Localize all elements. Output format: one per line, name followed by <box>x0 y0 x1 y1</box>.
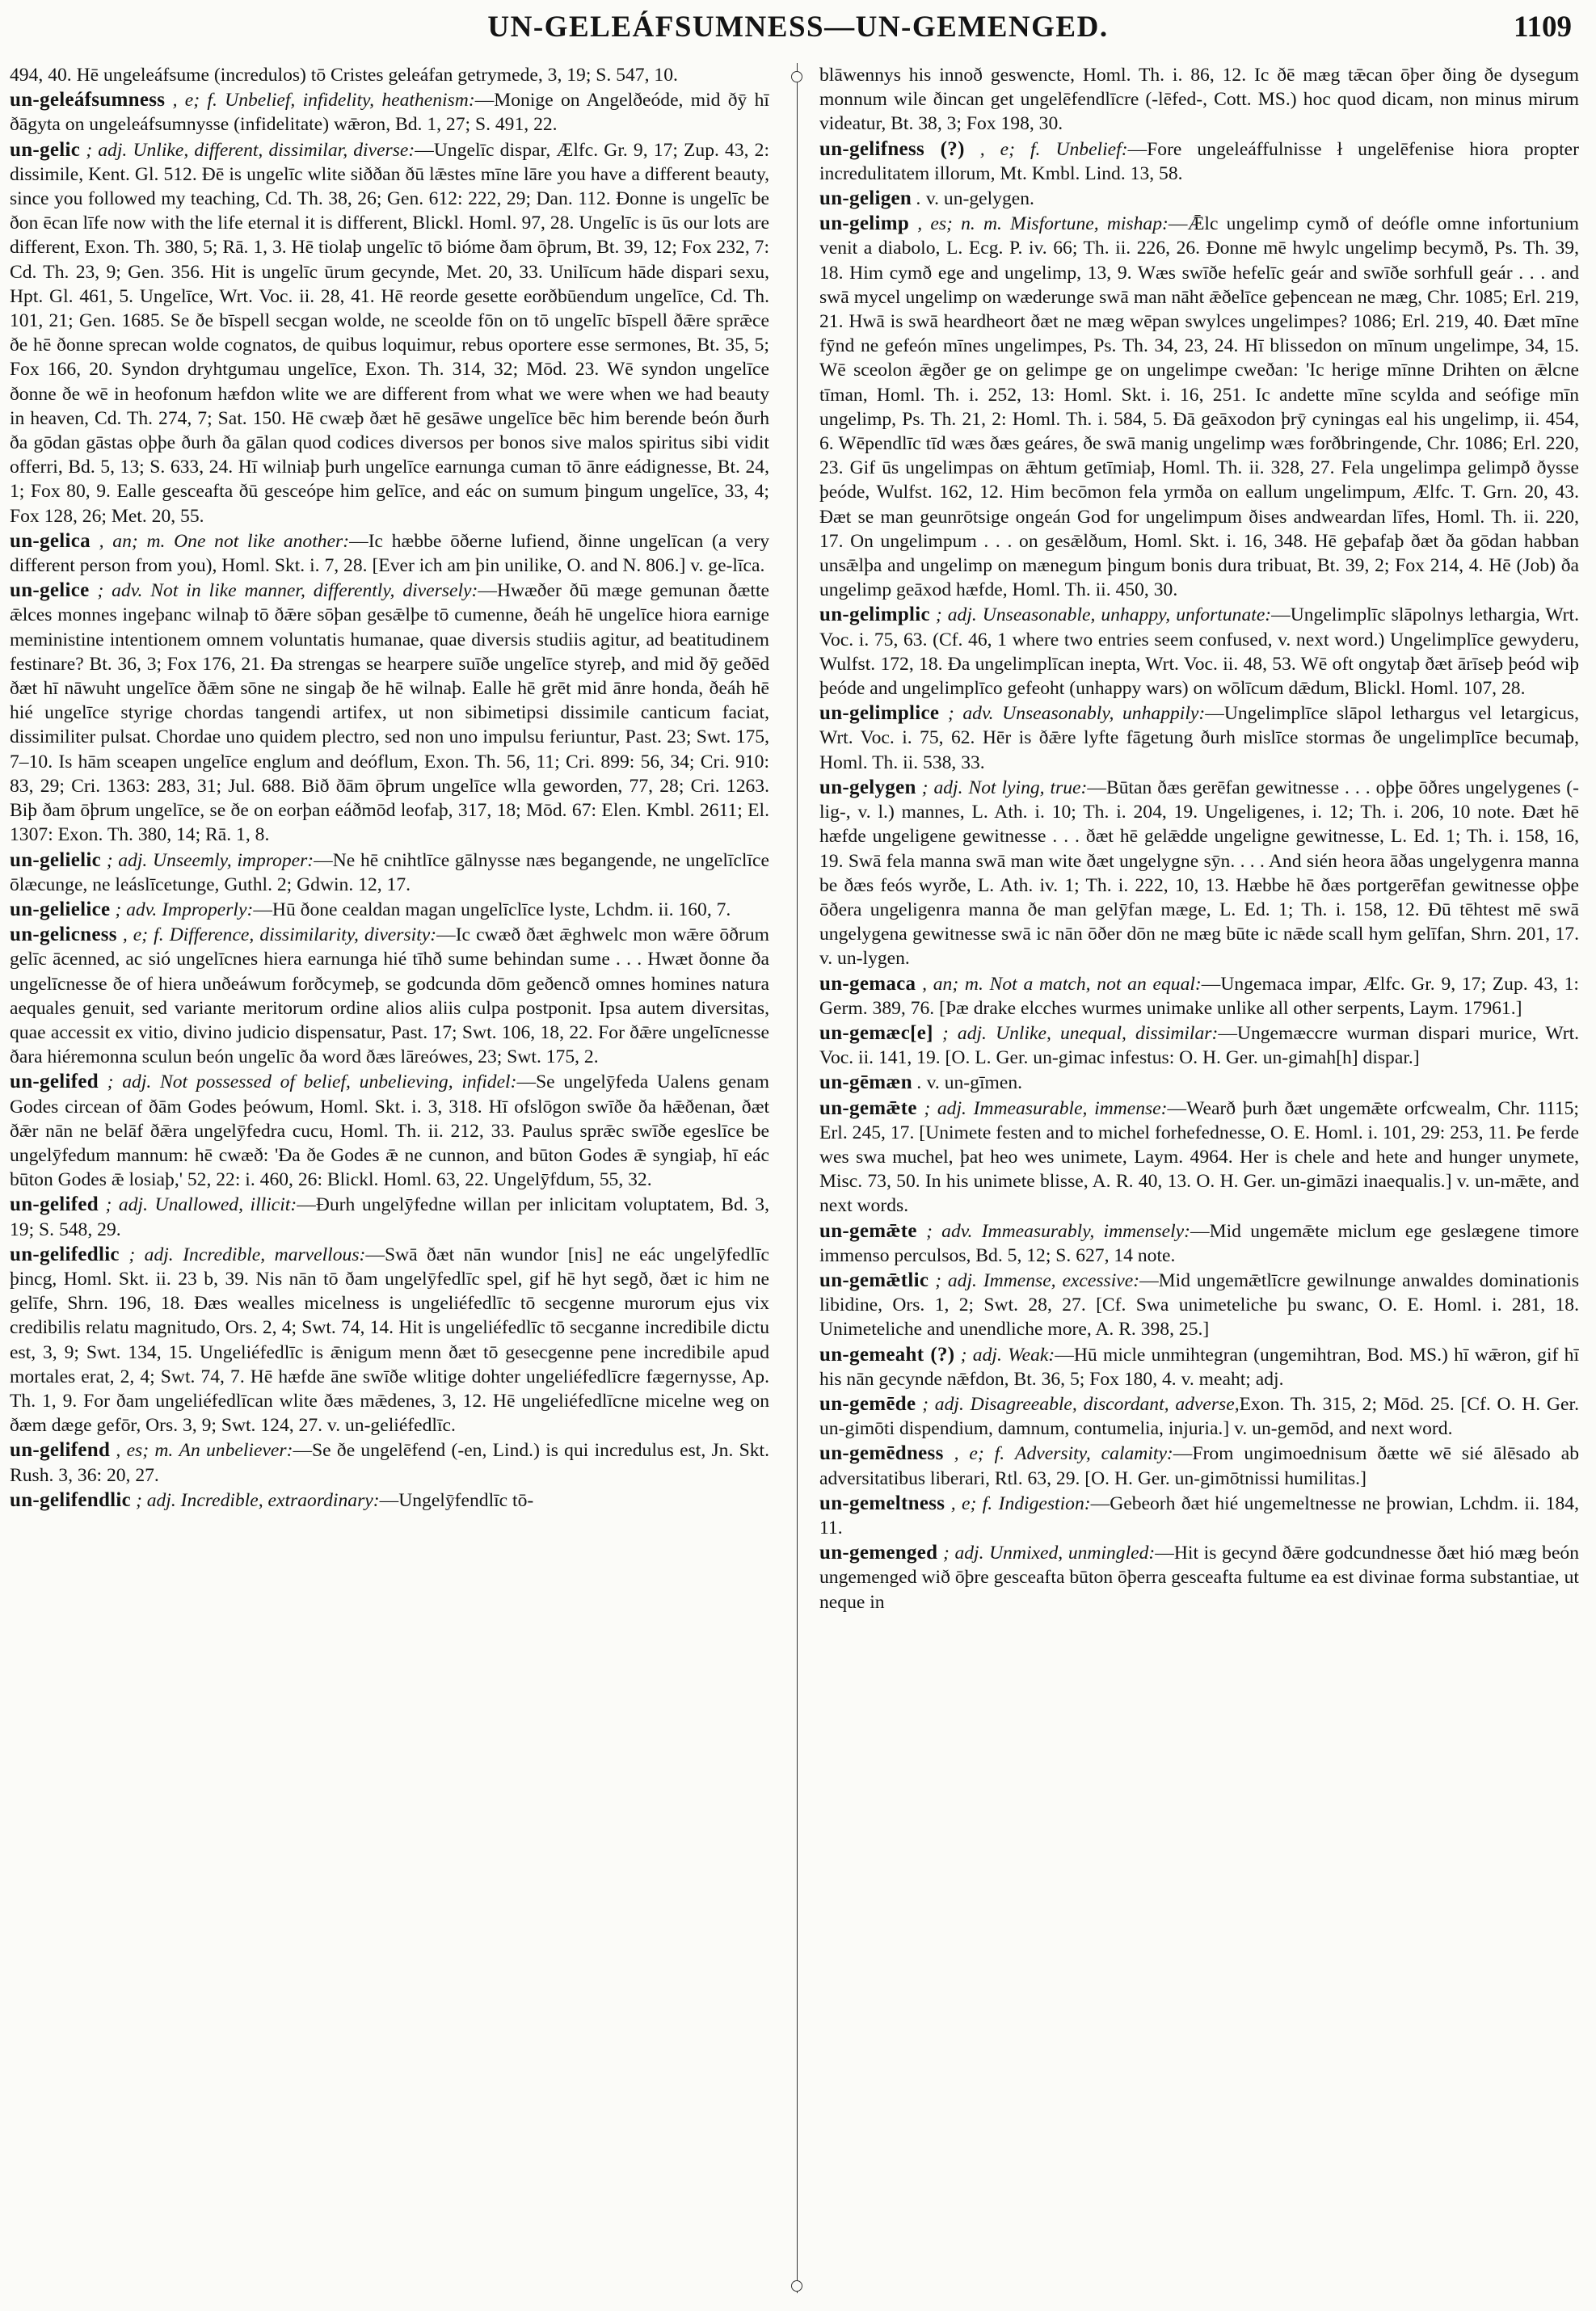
dictionary-entry <box>819 1071 1579 1095</box>
headword: un-gemeltness <box>819 1492 945 1514</box>
entry-body: —From ungimoednisum ðætte wē sié ālēsado ab adversitatibus liberari, Rtl. 63, 29. [O. H. Ger. un-gimōtnissi humilitas.] <box>819 1443 1579 1489</box>
entry-body: —Gebeorh ðæt hié ungemeltnesse ne þrowian, Lchdm. ii. 184, 11. <box>819 1492 1579 1539</box>
headword: un-gemǣtlic <box>819 1269 929 1291</box>
definition: Unallowed, illicit: <box>154 1194 297 1216</box>
definition: Misfortune, mishap: <box>1010 213 1169 235</box>
dictionary-entry <box>10 88 769 137</box>
headword: un-gelic <box>10 138 81 161</box>
entry-body: —Ǣlc ungelimp cymð of deófle omne infortunium venit a diabolo, L. Ecg. P. iv. 66; Th. ii. 226, 26. Ðonne mē hwylc ungelimp becymð, Ps. Th. 39, 18. Him cymð ege and ungelimp, 13, 9. Wæs swīðe hefelīc geár and swīðe sorhfull geár . . . and swā mycel ungelimp on wæderunge swā man nāht ǣðelīce geþencean ne mæg, Chr. 1085; Erl. 219, 21. Hwā is swā heardheort ðæt ne mæg wēpan swylces ungelimpes? 1086; Erl. 219, 40. Ðæt mīne fȳnd ne gefeón mīnes ungelimpes, Ps. Th. 34, 23, 24. Hī blissedon on mīnum ungelimpe, 34, 15. Wē sceolon ǣgðer ge on gelimpe ge on ungelimpe cweðan: 'Ic herige mīnne Drihten on ǣlcne tīman, Homl. Th. i. 252, 13: Homl. Skt. i. 16, 251. Ic andette mīne scylda and seófige mīn ungelimp, Ps. Th. 21, 2: Homl. Th. i. 584, 5. Ðā geāxodon þrȳ cyningas eal his ungelimp, ii. 454, 6. Wēpendlīc tīd wæs ðæs geáres, ðe swā manig ungelimp wæs forðbringende, Chr. 1086; Erl. 220, 23. Gif ūs ungelimpas on ǣhtum getīmiaþ, Homl. Th. ii. 328, 27. Fela ungelimpa gelimpð ðysse þeóde, Wulfst. 162, 12. Him becōmon fela yrmða on eallum ungelimpum, Ælfc. T. Grn. 20, 43. Ðæt se man geunrōtsige ongeán God for ungelimpum ðises andweardan līfes, Homl. Th. ii. 220, 17. On ungelimpum . . . on gesǣlðum, Homl. Skt. i. 16, 348. Hē geþafaþ ðæt ða gōdan habban unsǣlþa and ungelimp on mænegum þingum bonis dura tribuat, Bt. 39, 2; Fox 214, 4. Hē (Job) ða ungelimp geāxod hæfde, Homl. Th. ii. 450, 30. <box>819 213 1579 601</box>
headword: un-gelifend <box>10 1439 111 1462</box>
definition: Unseasonable, unhappy, unfortunate: <box>982 604 1272 626</box>
definition: Incredible, marvellous: <box>183 1244 366 1265</box>
dictionary-entry <box>819 1269 1579 1342</box>
grammar-label: ; adj. <box>135 1489 176 1511</box>
headword: un-gelicness <box>10 924 117 946</box>
entry-body: —Ungemaca impar, Ælfc. Gr. 9, 17; Zup. 43, 1: Germ. 389, 76. [Þæ drake elcches wurmes unimake unlike all other serpents, Laym. 17961.] <box>819 973 1579 1019</box>
entry-body: blāwennys his innoð geswencte, Homl. Th. i. 86, 12. Ic ðē mæg tǣcan ōþer ðing ðe dysegum monnum wile ðincan get ungelēfendlīcre (-lēfed-, Cott. MS.) hoc quod dicam, non minus mirum videatur, Bt. 38, 3; Fox 198, 30. <box>819 65 1579 135</box>
definition: Not in like manner, differently, diversely: <box>150 580 478 602</box>
dictionary-entry <box>819 603 1579 701</box>
grammar-label: . <box>916 1072 922 1094</box>
dictionary-entry <box>819 1097 1579 1219</box>
grammar-label: ; adj. <box>921 777 963 798</box>
entry-body: —Swā ðæt nān wundor [nis] ne eác ungelȳfedlīc þincg, Homl. Skt. ii. 23 b, 39. Nis nān tō ðam ungelȳfedlīc spel, gif hē hyt segð, ðæt ic him ne gelīfe, Shrn. 196, 18. Ðæs wealles micelness is ungeliéfedlīc tō secgenne murorum ejus vix credibilis relatu magnitudo, Ors. 2, 4; Swt. 74, 14. Hit is ungeliéfedlīc tō secganne incredibile dictu est, 3, 9; Swt. 134, 15. Ungeliéfedlīc is ǣnigum menn ðæt tō gesecgenne pene incredibile apud mortales erat, 2, 4; Swt. 74, 7. Hē hæfde āne swīðe wlitige dohter ungeliéfedlīcre fægernysse, Ap. Th. 1, 9. For ðam ungeliéfedlīcan wlite ðæs mǣdenes, 3, 12. Hē ungeliéfedlīcne micelne weg on ðæm dæge gefōr, Ors. 3, 9; Swt. 124, 27. v. un-geliéfedlīc. <box>10 1244 769 1437</box>
definition: Unmixed, unmingled: <box>989 1543 1156 1564</box>
grammar-label: , an; m. <box>99 530 166 552</box>
entry-body: —Ic hæbbe ōðerne lufiend, ðinne ungelīcan (a very different person from you), Homl. Skt. i. 7, 28. [Ever ich am þin unilike, O. and N. 806.] v. ge-līca. <box>10 530 769 577</box>
dictionary-entry <box>819 701 1579 775</box>
entry-body: —Mid ungemǣte miclum ege geslægene timore immenso perculsos, Bd. 5, 12; S. 627, 14 note. <box>819 1220 1579 1266</box>
definition: Immense, excessive: <box>983 1269 1140 1291</box>
grammar-label: ; adj. <box>924 1097 966 1119</box>
headword: un-gemēdness <box>819 1442 944 1465</box>
definition: Not lying, true: <box>968 777 1088 798</box>
definition: Adversity, calamity: <box>1015 1443 1173 1465</box>
entry-body: —Ungemæccre wurman dispari murice, Wrt. Voc. ii. 141, 19. [O. L. Ger. un-gimac infestus: O. H. Ger. un-gimah[h] dispar.] <box>819 1022 1579 1069</box>
grammar-label: ; adj. <box>922 1393 964 1415</box>
headword: un-gelielic <box>10 848 102 871</box>
grammar-label: ; adj. <box>941 1022 987 1044</box>
dictionary-entry <box>10 1193 769 1241</box>
dictionary-entry <box>819 1392 1579 1441</box>
grammar-label: , e; f. <box>950 1492 993 1514</box>
left-column <box>10 63 769 2301</box>
grammar-label: , e; f. <box>979 138 1041 160</box>
dictionary-entry <box>10 1488 769 1513</box>
headword: un-gelifedlic <box>10 1243 120 1265</box>
headword: un-gemæc[e] <box>819 1021 933 1044</box>
headword: un-gelimp <box>819 213 910 235</box>
grammar-label: ; adj. <box>935 604 977 626</box>
dictionary-entry <box>819 1021 1579 1070</box>
dictionary-entry <box>819 1492 1579 1540</box>
grammar-label: . <box>916 188 921 210</box>
entry-body: v. un-gelygen. <box>925 188 1034 210</box>
definition: Not possessed of belief, unbelieving, infidel: <box>160 1071 517 1093</box>
entry-body: —Hū micle unmihtegran (ungemihtran, Bod. MS.) hī wǣron, gif hī his nān gecynde nǣfdon, Bt. 36, 5; Fox 180, 4. v. meaht; adj. <box>819 1344 1579 1390</box>
headword: un-gelygen <box>819 776 916 798</box>
headword: un-geleáfsumness <box>10 89 166 112</box>
entry-body: —Wearð þurh ðæt ungemǣte orfcwealm, Chr. 1115; Erl. 245, 17. [Unimete festen and to michel forhefednesse, O. E. Homl. i. 101, 29: 253, 11. Þe ferde wes swa muchel, þat heo wes unimete, Laym. 4964. Her is chele and hete and hunger unymete, Misc. 73, 50. In his unimete blisse, A. R. 40, 13. O. H. Ger. un-gimāzi inaequalis.] v. un-mǣte, and next words. <box>819 1097 1579 1217</box>
entry-body: —Monige on Angelðeóde, mid ðȳ hī ðāgyta on ungeleáfsumnysse (infidelitate) wǣron, Bd. 1, 27; S. 491, 22. <box>10 90 769 136</box>
right-column <box>819 63 1579 2301</box>
dictionary-entry <box>819 1442 1579 1490</box>
dictionary-entry <box>10 848 769 897</box>
dictionary-entry <box>819 137 1579 186</box>
grammar-label: ; adv. <box>926 1220 973 1242</box>
dictionary-entry <box>819 972 1579 1021</box>
grammar-label: ; adj. <box>128 1244 174 1265</box>
entry-body: —Ic cwæð ðæt ǣghwelc mon wǣre ōðrum gelīc ācenned, ac sió ungelīcnes hiera earnunga hié tīhð sume behindan sume . . . Hwæt ðonne ða ungelīcnesse ðe of hiera unðeáwum forðcymeþ, se godcunda dōm geðencð omnes homines natura aequales genuit, sed variante meritorum ordine alios aliis culpa postponit. Ipsa autem diversitas, quae accessit ex vitio, divino judicio dispensatur, Past. 17; Swt. 106, 18, 22. For ðǣre ungelīcnesse ðara hiéremonna sculun beón ungelīc ða word ðæs lāreówes, 23; Swt. 175, 2. <box>10 924 769 1068</box>
definition: Improperly: <box>162 899 254 920</box>
dictionary-entry <box>10 1070 769 1192</box>
column-divider <box>797 63 798 2293</box>
grammar-label: , e; f. <box>122 924 164 946</box>
headword: un-gemēde <box>819 1392 916 1415</box>
entry-body: —Būtan ðæs gerēfan gewitnesse . . . oþþe ōðres ungelygenes (-lig-, v. l.) mannes, L. Ath. i. 10; Th. i. 204, 19. Ungeligenes, i. 12; Th. i. 206, 10 note. Ðæt hē hæfde ungeligene gewitnesse . . . ðæt hē gelǣdde ungeligne gewitnesse, L. Ed. 1; Th. i. 158, 16, 19. Swā fela manna swā man wite ðæt ungelygne sȳn. . . . And sién heora āðas ungelygenra manna be ðæs feós wyrðe, L. Ath. iv. 1; Th. i. 222, 10, 13. Hæbbe hē ðæs portgerēfan gewitnesse oþþe ōðera ungeligenra manna ðe man gelȳfan mæge, L. Ed. 1; Th. i. 158, 12. Ðū tēhtest mē swā ungelygena gewitnesse swā ic nān ōðer dōn ne mæg būte ic nǣde scall hym gelīfan, Shrn. 201, 17. v. un-lygen. <box>819 777 1579 970</box>
entry-body: —Ungelimplīce slāpol lethargus vel letargicus, Wrt. Voc. i. 75, 62. Hēr is ðǣre lyfte fāgetung ðurh mislīce stormas ðe ungelimplīce becumaþ, Homl. Th. ii. 538, 33. <box>819 703 1579 773</box>
dictionary-entry <box>819 1541 1579 1614</box>
definition: Immeasurable, immense: <box>973 1097 1168 1119</box>
definition: Unbelief, infidelity, heathenism: <box>225 90 475 112</box>
definition: Unlike, different, dissimilar, diverse: <box>133 139 415 161</box>
definition: Unseemly, improper: <box>153 849 314 871</box>
entry-body: —Se ðe ungelēfend (-en, Lind.) is qui incredulus est, Jn. Skt. Rush. 3, 36: 20, 27. <box>10 1440 769 1486</box>
entry-body: —Ungelīc dispar, Ælfc. Gr. 9, 17; Zup. 43, 2: dissimile, Kent. Gl. 512. Ðē is ungelīc wlite siððan ðū lǣstes mīne lāre you have a different beauty, since you followed my teaching, Cd. Th. 38, 26; Gen. 612: 222, 29; Dan. 112. Ðonne is ungelīc be ðon ēcan līfe now with the life eternal it is different, Blickl. Homl. 97, 28. Ungelīc is ūs our lots are different, Exon. Th. 380, 5; Rā. 1, 3. Hē tiolaþ ungelīc tō bióme ðam ōþrum, Bt. 39, 12; Fox 232, 7: Cd. Th. 23, 9; Gen. 356. Hit is ungelīc ūrum gecynde, Met. 20, 33. Unilīcum hāde dispari sexu, Hpt. Gl. 461, 5. Ungelīce, Wrt. Voc. ii. 28, 41. Hē reorde gesette eorðbūendum ungelīce, Cd. Th. 101, 21; Gen. 1685. Se ðe bīspell secgan wolde, ne sceolde fōn on tō ungelīc bīspell ðǣre sprǣce ðe hē ðonne sprecan wolde cognatos, de quibus loquimur, rebus oportere esse sermones, Bt. 35, 5; Fox 166, 20. Syndon dryhtgumau ungelīce, Exon. Th. 314, 32; Mōd. 23. Wē syndon ungelīce ðonne ðe wē in heofonum hæfdon wlite we are different from what we were when we had beauty in heaven, Cd. Th. 274, 7; Sat. 150. Hē cwæþ ðæt hē gesāwe ungelīce bēc him berende beón ðurh ða gōdan gāstas oþþe ðurh ða gālan quod codices diversos per bonos sive malos spiritus sibi vidit offerri, Bd. 5, 13; S. 633, 24. Hī wilniaþ þurh ungelīce earnunga cuman tō ānre eádignesse, Bt. 24, 1; Fox 80, 9. Ealle gesceafta ðū gesceópe him gelīce, and eác on sumum þingum ungelīce, 33, 4; Fox 128, 26; Met. 20, 55. <box>10 139 769 527</box>
divider-ornament-bottom <box>791 2280 802 2292</box>
entry-body: —Se ungelȳfeda Ualens genam Godes circean of ðām Godes þeówum, Homl. Skt. i. 3, 318. Hī ofslōgon swīðe ða hǣðenan, ðæt ðǣr nān ne belāf ðǣra ungelȳfedra cucu, Homl. Th. ii. 212, 33. Paulus sprǣc swīðe egeslīce be ungelȳfedum mannum: hē cwæð: 'Ða ðe Godes ǣ ne cunnon, and būton Godes ǣ syngiaþ, hī eác būton Godes ǣ losiaþ,' 52, 22: i. 460, 26: Blickl. Homl. 63, 22. Ungelȳfdum, 55, 32. <box>10 1071 769 1191</box>
grammar-label: ; adv. <box>115 899 158 920</box>
dictionary-entry <box>10 529 769 578</box>
dictionary-entry <box>10 138 769 528</box>
dictionary-entry <box>10 579 769 847</box>
page-number: 1109 <box>1514 11 1572 44</box>
dictionary-entry <box>819 187 1579 211</box>
grammar-label: , an; m. <box>922 973 983 995</box>
dictionary-entry <box>819 212 1579 602</box>
definition: Difference, dissimilarity, diversity: <box>169 924 437 946</box>
entry-body: 494, 40. Hē ungeleáfsume (incredulos) tō Cristes geleáfan getrymede, 3, 19; S. 547, 10. <box>10 65 678 86</box>
headword: un-gemǣte <box>819 1219 917 1242</box>
dictionary-entry <box>10 1438 769 1487</box>
divider-ornament-top <box>791 71 802 82</box>
grammar-label: ; adv. <box>97 580 143 602</box>
dictionary-entry <box>10 923 769 1069</box>
grammar-label: , es; m. <box>116 1440 174 1462</box>
headword: un-gēmæn <box>819 1071 912 1094</box>
dictionary-entry <box>10 63 769 87</box>
definition: Not a match, not an equal: <box>989 973 1202 995</box>
grammar-label: ; adj. <box>960 1344 1002 1366</box>
grammar-label: ; adv. <box>947 703 994 725</box>
definition: Unseasonably, unhappily: <box>1002 703 1206 725</box>
headword: un-gelifed <box>10 1193 99 1216</box>
grammar-label: , e; f. <box>954 1443 1005 1465</box>
entry-body: —Ungelimplīc slāpolnys lethargia, Wrt. Voc. i. 75, 63. (Cf. 46, 1 where two entries seem confused, v. next word.) Ungelimplīce gewyderu, Wulfst. 172, 18. Ða ungelimplīcan inepta, Wrt. Voc. ii. 48, 53. Wē oft ongytaþ ðæt ārīseþ þeód wiþ þeóde and ungelimplīco gefeoht (unhappy wars) on wōlīcum dǣdum, Blickl. Homl. 107, 28. <box>819 604 1579 700</box>
page-header <box>0 10 1596 57</box>
definition: Indigestion: <box>998 1492 1091 1514</box>
entry-body: —Fore ungeleáffulnisse ł ungelēfenise hiora propter incredulitatem illorum, Mt. Kmbl. Lind. 13, 58. <box>819 138 1579 184</box>
definition: Disagreeable, discordant, adverse, <box>970 1393 1240 1415</box>
definition: An unbeliever: <box>179 1440 293 1462</box>
entry-body: —Hwæðer ðū mæge gemunan ðætte ǣlces monnes ingeþanc wilnaþ tō ðǣre sōþan gesǣlþe tō cumenne, ðeáh hē ungelīce hiora earnige meministine intentionem omnem voluntatis humanae, quae diversis studiis agitur, ad beatitudinem festinare? Bt. 36, 3; Fox 176, 21. Ða strengas se hearpere suīðe ungelīce styreþ, and mid ðȳ geðēd ðæt hī nāwuht ungelīce ðǣm sōne ne singaþ ðe hē wilnaþ. Ealle hē grēt mid ānre honda, ðeáh hē hié ungelīce styrige chordas tangendi artifex, ut non sibimetipsi dissimile canticum faciat, dissimiliter pulsat. Chordae uno quidem plectro, sed non uno impulsu feriuntur, Past. 23; Swt. 175, 7–10. Is hām sceapen ungelīce englum and deóflum, Exon. Th. 56, 11; Cri. 899: 56, 34; Cri. 910: 83, 29; Cri. 1363: 283, 31; Jul. 688. Bið ðām ōþrum ungelīce wlla geworden, 77, 28; Cri. 1263. Biþ ðam ōþrum ungelīce, se ðe on eorþan eáðmōd leofaþ, 317, 18; Mōd. 67: Elen. Kmbl. 2611; El. 1307: Exon. Th. 380, 14; Rā. 1, 8. <box>10 580 769 846</box>
definition: Incredible, extraordinary: <box>180 1489 380 1511</box>
headword: un-gelica <box>10 529 91 552</box>
entry-body: —Hū ðone cealdan magan ungelīclīce lyste, Lchdm. ii. 160, 7. <box>253 899 731 920</box>
headword: un-gemeaht (?) <box>819 1343 955 1366</box>
entry-body: —Hit is gecynd ðǣre godcundnesse ðæt hió mæg beón ungemenged wið ōþre gesceafta būton ōþerra gesceafta fultume ea est divinae forma substantiae, ut neque in <box>819 1543 1579 1613</box>
entry-body: v. un-gīmen. <box>926 1072 1023 1094</box>
headword: un-gemaca <box>819 972 916 995</box>
definition: Weak: <box>1008 1344 1055 1366</box>
grammar-label: , es; n. m. <box>917 213 1002 235</box>
headword: un-gemǣte <box>819 1097 917 1119</box>
entry-body: —Mid ungemǣtlīcre gewilnunge anwaldes dominationis libidine, Ors. 1, 2; Swt. 28, 27. [Cf. Swa unimeteliche þu swanc, O. E. Homl. i. 281, 18. Unimeteliche and unendliche more, A. R. 398, 25.] <box>819 1269 1579 1341</box>
entry-body: Exon. Th. 315, 2; Mōd. 25. [Cf. O. H. Ger. un-gimōti dispendium, damnum, contumelia, injuria.] v. un-gemōd, and next word. <box>819 1393 1579 1440</box>
headword: un-gelimplic <box>819 604 930 626</box>
entry-body: —Ungelȳfendlīc tō- <box>379 1489 534 1511</box>
grammar-label: ; adj. <box>942 1543 984 1564</box>
headword: un-gelielice <box>10 898 111 920</box>
dictionary-entry <box>819 1343 1579 1391</box>
dictionary-entry <box>819 63 1579 137</box>
headword: un-gelimplice <box>819 702 940 725</box>
dictionary-entry <box>10 1243 769 1438</box>
running-title: UN-GELEÁFSUMNESS—UN-GEMENGED. <box>487 11 1109 44</box>
definition: Unlike, unequal, dissimilar: <box>996 1022 1219 1044</box>
definition: Unbelief: <box>1055 138 1128 160</box>
headword: un-gelifendlic <box>10 1488 132 1511</box>
grammar-label: ; adj. <box>86 139 128 161</box>
dictionary-entry <box>819 1219 1579 1268</box>
headword: un-gelifed <box>10 1071 99 1093</box>
definition: One not like another: <box>174 530 350 552</box>
headword: un-gelifness (?) <box>819 137 965 160</box>
dictionary-entry <box>10 898 769 922</box>
headword: un-gelice <box>10 579 90 602</box>
grammar-label: , e; f. <box>172 90 217 112</box>
entry-body: —Ðurh ungelȳfedne willan per inlicitam voluptatem, Bd. 3, 19; S. 548, 29. <box>10 1194 769 1240</box>
entry-body: —Ne hē cnihtlīce gālnysse næs begangende, ne ungelīclīce ōlæcunge, ne leáslīcetunge, Guthl. 2; Gdwin. 12, 17. <box>10 849 769 895</box>
headword: un-geligen <box>819 187 912 210</box>
grammar-label: ; adj. <box>107 1071 152 1093</box>
headword: un-gemenged <box>819 1542 938 1564</box>
grammar-label: ; adj. <box>105 1194 148 1216</box>
grammar-label: ; adj. <box>935 1269 977 1291</box>
grammar-label: ; adj. <box>106 849 148 871</box>
dictionary-entry <box>819 776 1579 971</box>
definition: Immeasurably, immensely: <box>981 1220 1190 1242</box>
